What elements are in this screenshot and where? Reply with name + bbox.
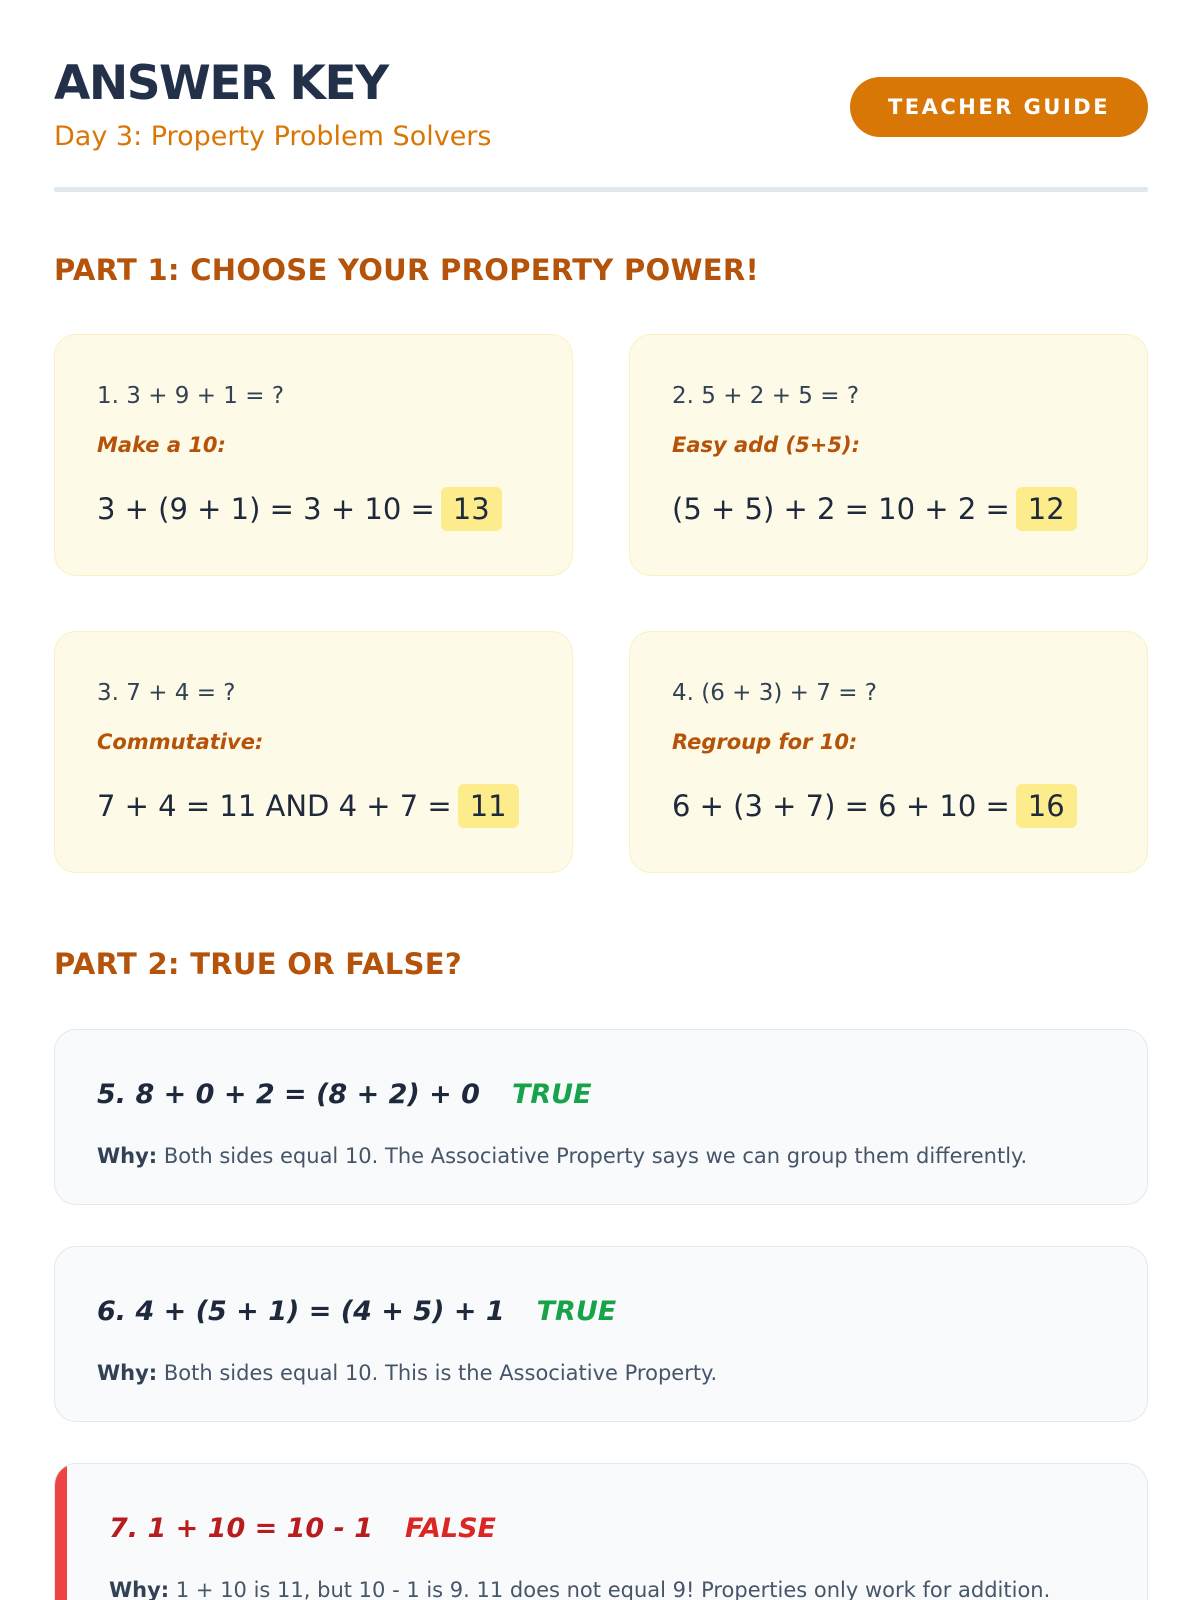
- problem-solution: [97, 784, 519, 828]
- tf-explanation: [97, 1142, 1027, 1170]
- part1-title: PART 1: CHOOSE YOUR PROPERTY POWER!: [54, 253, 760, 287]
- answer-badge: 12: [1016, 487, 1077, 531]
- answer-badge: 13: [441, 487, 502, 531]
- page-subtitle: Day 3: Property Problem Solvers: [54, 121, 492, 152]
- tf-verdict: TRUE: [511, 1079, 592, 1110]
- problem-solution: [97, 487, 502, 531]
- why-text: Both sides equal 10. This is the Associative Property.: [163, 1361, 718, 1385]
- true-false-item-5: [54, 1029, 1148, 1205]
- solution-steps: 7 + 4 = 11 AND 4 + 7 =: [97, 789, 452, 823]
- problem-card-1: [54, 334, 573, 576]
- tf-explanation: [109, 1576, 1050, 1600]
- problem-card-2: [629, 334, 1148, 576]
- problem-card-3: [54, 631, 573, 873]
- tf-explanation: [97, 1359, 717, 1387]
- solution-steps: (5 + 5) + 2 = 10 + 2 =: [672, 492, 1010, 526]
- solution-steps: 6 + (3 + 7) = 6 + 10 =: [672, 789, 1010, 823]
- why-label: Why:: [97, 1144, 158, 1168]
- answer-badge: 16: [1016, 784, 1077, 828]
- tf-verdict: TRUE: [536, 1296, 617, 1327]
- why-label: Why:: [97, 1361, 158, 1385]
- part2-title: PART 2: TRUE OR FALSE?: [54, 947, 462, 981]
- why-text: 1 + 10 is 11, but 10 - 1 is 9. 11 does not equal 9! Properties only work for addition.: [175, 1578, 1051, 1600]
- page-title: ANSWER KEY: [54, 56, 388, 111]
- problem-hint: Make a 10:: [97, 433, 226, 457]
- tf-statement: [97, 1293, 616, 1331]
- tf-statement: [109, 1510, 496, 1548]
- problem-solution: [672, 784, 1077, 828]
- answer-badge: 11: [458, 784, 519, 828]
- problem-hint: Commutative:: [97, 730, 264, 754]
- tf-verdict: FALSE: [405, 1513, 496, 1544]
- problem-question: 1. 3 + 9 + 1 = ?: [97, 383, 285, 409]
- false-accent-bar: [55, 1464, 67, 1600]
- why-text: Both sides equal 10. The Associative Property says we can group them differently.: [163, 1144, 1028, 1168]
- tf-statement: [97, 1076, 592, 1114]
- answer-key-page: [54, 0, 1148, 1600]
- header-divider: [54, 187, 1148, 192]
- problem-solution: [672, 487, 1077, 531]
- problem-hint: Easy add (5+5):: [672, 433, 860, 457]
- problem-card-4: [629, 631, 1148, 873]
- header: [54, 56, 1148, 156]
- teacher-guide-button[interactable]: TEACHER GUIDE: [850, 77, 1148, 137]
- problem-question: 2. 5 + 2 + 5 = ?: [672, 383, 860, 409]
- problem-question: 4. (6 + 3) + 7 = ?: [672, 680, 877, 706]
- tf-equation: 6. 4 + (5 + 1) = (4 + 5) + 1: [97, 1296, 505, 1327]
- true-false-item-7: [54, 1463, 1148, 1600]
- why-label: Why:: [109, 1578, 170, 1600]
- solution-steps: 3 + (9 + 1) = 3 + 10 =: [97, 492, 435, 526]
- problem-hint: Regroup for 10:: [672, 730, 858, 754]
- problem-question: 3. 7 + 4 = ?: [97, 680, 236, 706]
- true-false-item-6: [54, 1246, 1148, 1422]
- tf-equation: 7. 1 + 10 = 10 - 1: [109, 1513, 374, 1544]
- tf-equation: 5. 8 + 0 + 2 = (8 + 2) + 0: [97, 1079, 480, 1110]
